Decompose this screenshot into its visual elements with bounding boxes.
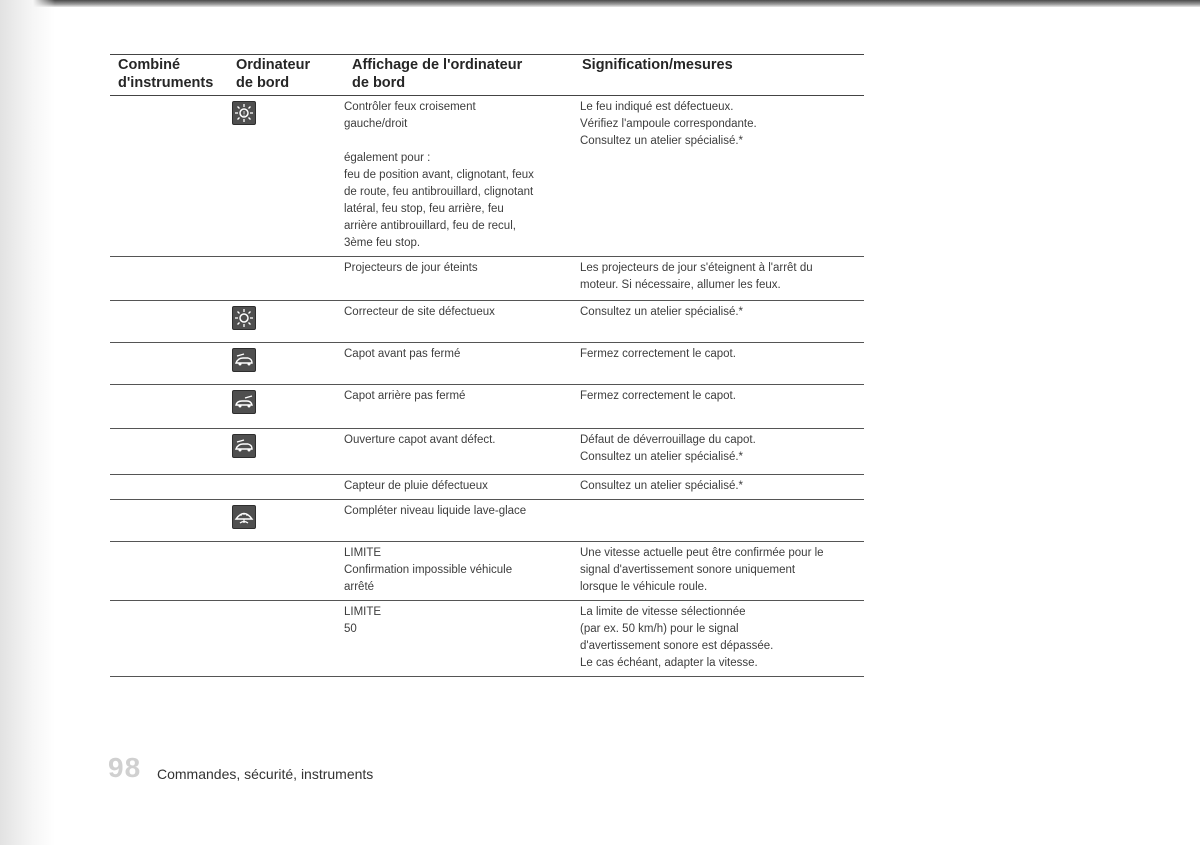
cluster-cell — [110, 475, 228, 500]
table-row — [110, 500, 864, 542]
meaning-text: Fermez correctement le capot. — [574, 343, 864, 385]
table-row — [110, 429, 864, 475]
display-text: Capteur de pluie défectueux — [344, 475, 574, 500]
headlight-range-warning-icon — [232, 306, 256, 330]
table-row — [110, 257, 864, 301]
page-number: 98 — [108, 752, 142, 783]
cluster-cell — [110, 301, 228, 343]
svg-text:!: ! — [242, 110, 246, 118]
front-lid-open-icon — [232, 434, 256, 458]
lamp-warning-icon — [232, 101, 256, 125]
display-text: LIMITE 50 — [344, 601, 574, 677]
display-text: Ouverture capot avant défect. — [344, 429, 574, 475]
display-text: Correcteur de site défectueux — [344, 301, 574, 343]
meaning-text: La limite de vitesse sélectionnée (par ex. 50 km/h) pour le signal d'avertissement sonore est dépassée. Le cas échéant, adapter la vitesse. — [574, 601, 864, 677]
table-row — [110, 385, 864, 429]
washer-fluid-icon — [232, 505, 256, 529]
meaning-text: Consultez un atelier spécialisé.* — [574, 475, 864, 500]
display-text: Compléter niveau liquide lave-glace — [344, 500, 574, 542]
cluster-cell — [110, 542, 228, 601]
table-row — [110, 343, 864, 385]
computer-cell — [228, 475, 344, 500]
computer-cell — [228, 429, 344, 475]
computer-cell — [228, 542, 344, 601]
table-header-row — [110, 55, 864, 96]
display-text: Capot avant pas fermé — [344, 343, 574, 385]
cluster-cell — [110, 500, 228, 542]
display-text: LIMITE Confirmation impossible véhicule arrêté — [344, 542, 574, 601]
computer-cell — [228, 601, 344, 677]
computer-cell — [228, 257, 344, 301]
computer-cell — [228, 343, 344, 385]
display-text: Projecteurs de jour éteints — [344, 257, 574, 301]
header-computer-display: Affichage de l'ordinateur de bord — [344, 55, 574, 96]
computer-cell — [228, 500, 344, 542]
meaning-text: Une vitesse actuelle peut être confirmée pour le signal d'avertissement sonore uniquement lorsque le véhicule roule. — [574, 542, 864, 601]
cluster-cell — [110, 601, 228, 677]
display-text: Contrôler feux croisement gauche/droit également pour : feu de position avant, clignotant, feux de route, feu antibrouillard, clignotant latéral, feu stop, feu arrière, feu arrière antibrouillard, feu de recul, 3ème feu stop. — [344, 96, 574, 257]
cluster-cell — [110, 385, 228, 429]
header-meaning-actions: Signification/mesures — [574, 55, 864, 96]
table-row — [110, 601, 864, 677]
meaning-text: Fermez correctement le capot. — [574, 385, 864, 429]
rear-lid-open-icon — [232, 390, 256, 414]
meaning-text: Consultez un atelier spécialisé.* — [574, 301, 864, 343]
table-row — [110, 475, 864, 500]
header-instrument-cluster: Combiné d'instruments — [110, 55, 228, 96]
cluster-cell — [110, 257, 228, 301]
cluster-cell — [110, 96, 228, 257]
table-row — [110, 542, 864, 601]
meaning-text: Défaut de déverrouillage du capot. Consultez un atelier spécialisé.* — [574, 429, 864, 475]
page-top-edge — [0, 0, 1200, 7]
computer-cell — [228, 385, 344, 429]
page-binding-shadow — [0, 0, 55, 845]
warning-messages-table — [110, 54, 864, 677]
meaning-text: Les projecteurs de jour s'éteignent à l'arrêt du moteur. Si nécessaire, allumer les feux. — [574, 257, 864, 301]
table-row — [110, 301, 864, 343]
computer-cell — [228, 96, 344, 257]
cluster-cell — [110, 429, 228, 475]
meaning-text: Le feu indiqué est défectueux. Vérifiez l'ampoule correspondante. Consultez un atelier spécialisé.* — [574, 96, 864, 257]
meaning-text — [574, 500, 864, 542]
header-onboard-computer: Ordinateur de bord — [228, 55, 344, 96]
section-title: Commandes, sécurité, instruments — [157, 766, 374, 782]
display-text: Capot arrière pas fermé — [344, 385, 574, 429]
computer-cell — [228, 301, 344, 343]
cluster-cell — [110, 343, 228, 385]
front-lid-open-icon — [232, 348, 256, 372]
table-row — [110, 96, 864, 257]
